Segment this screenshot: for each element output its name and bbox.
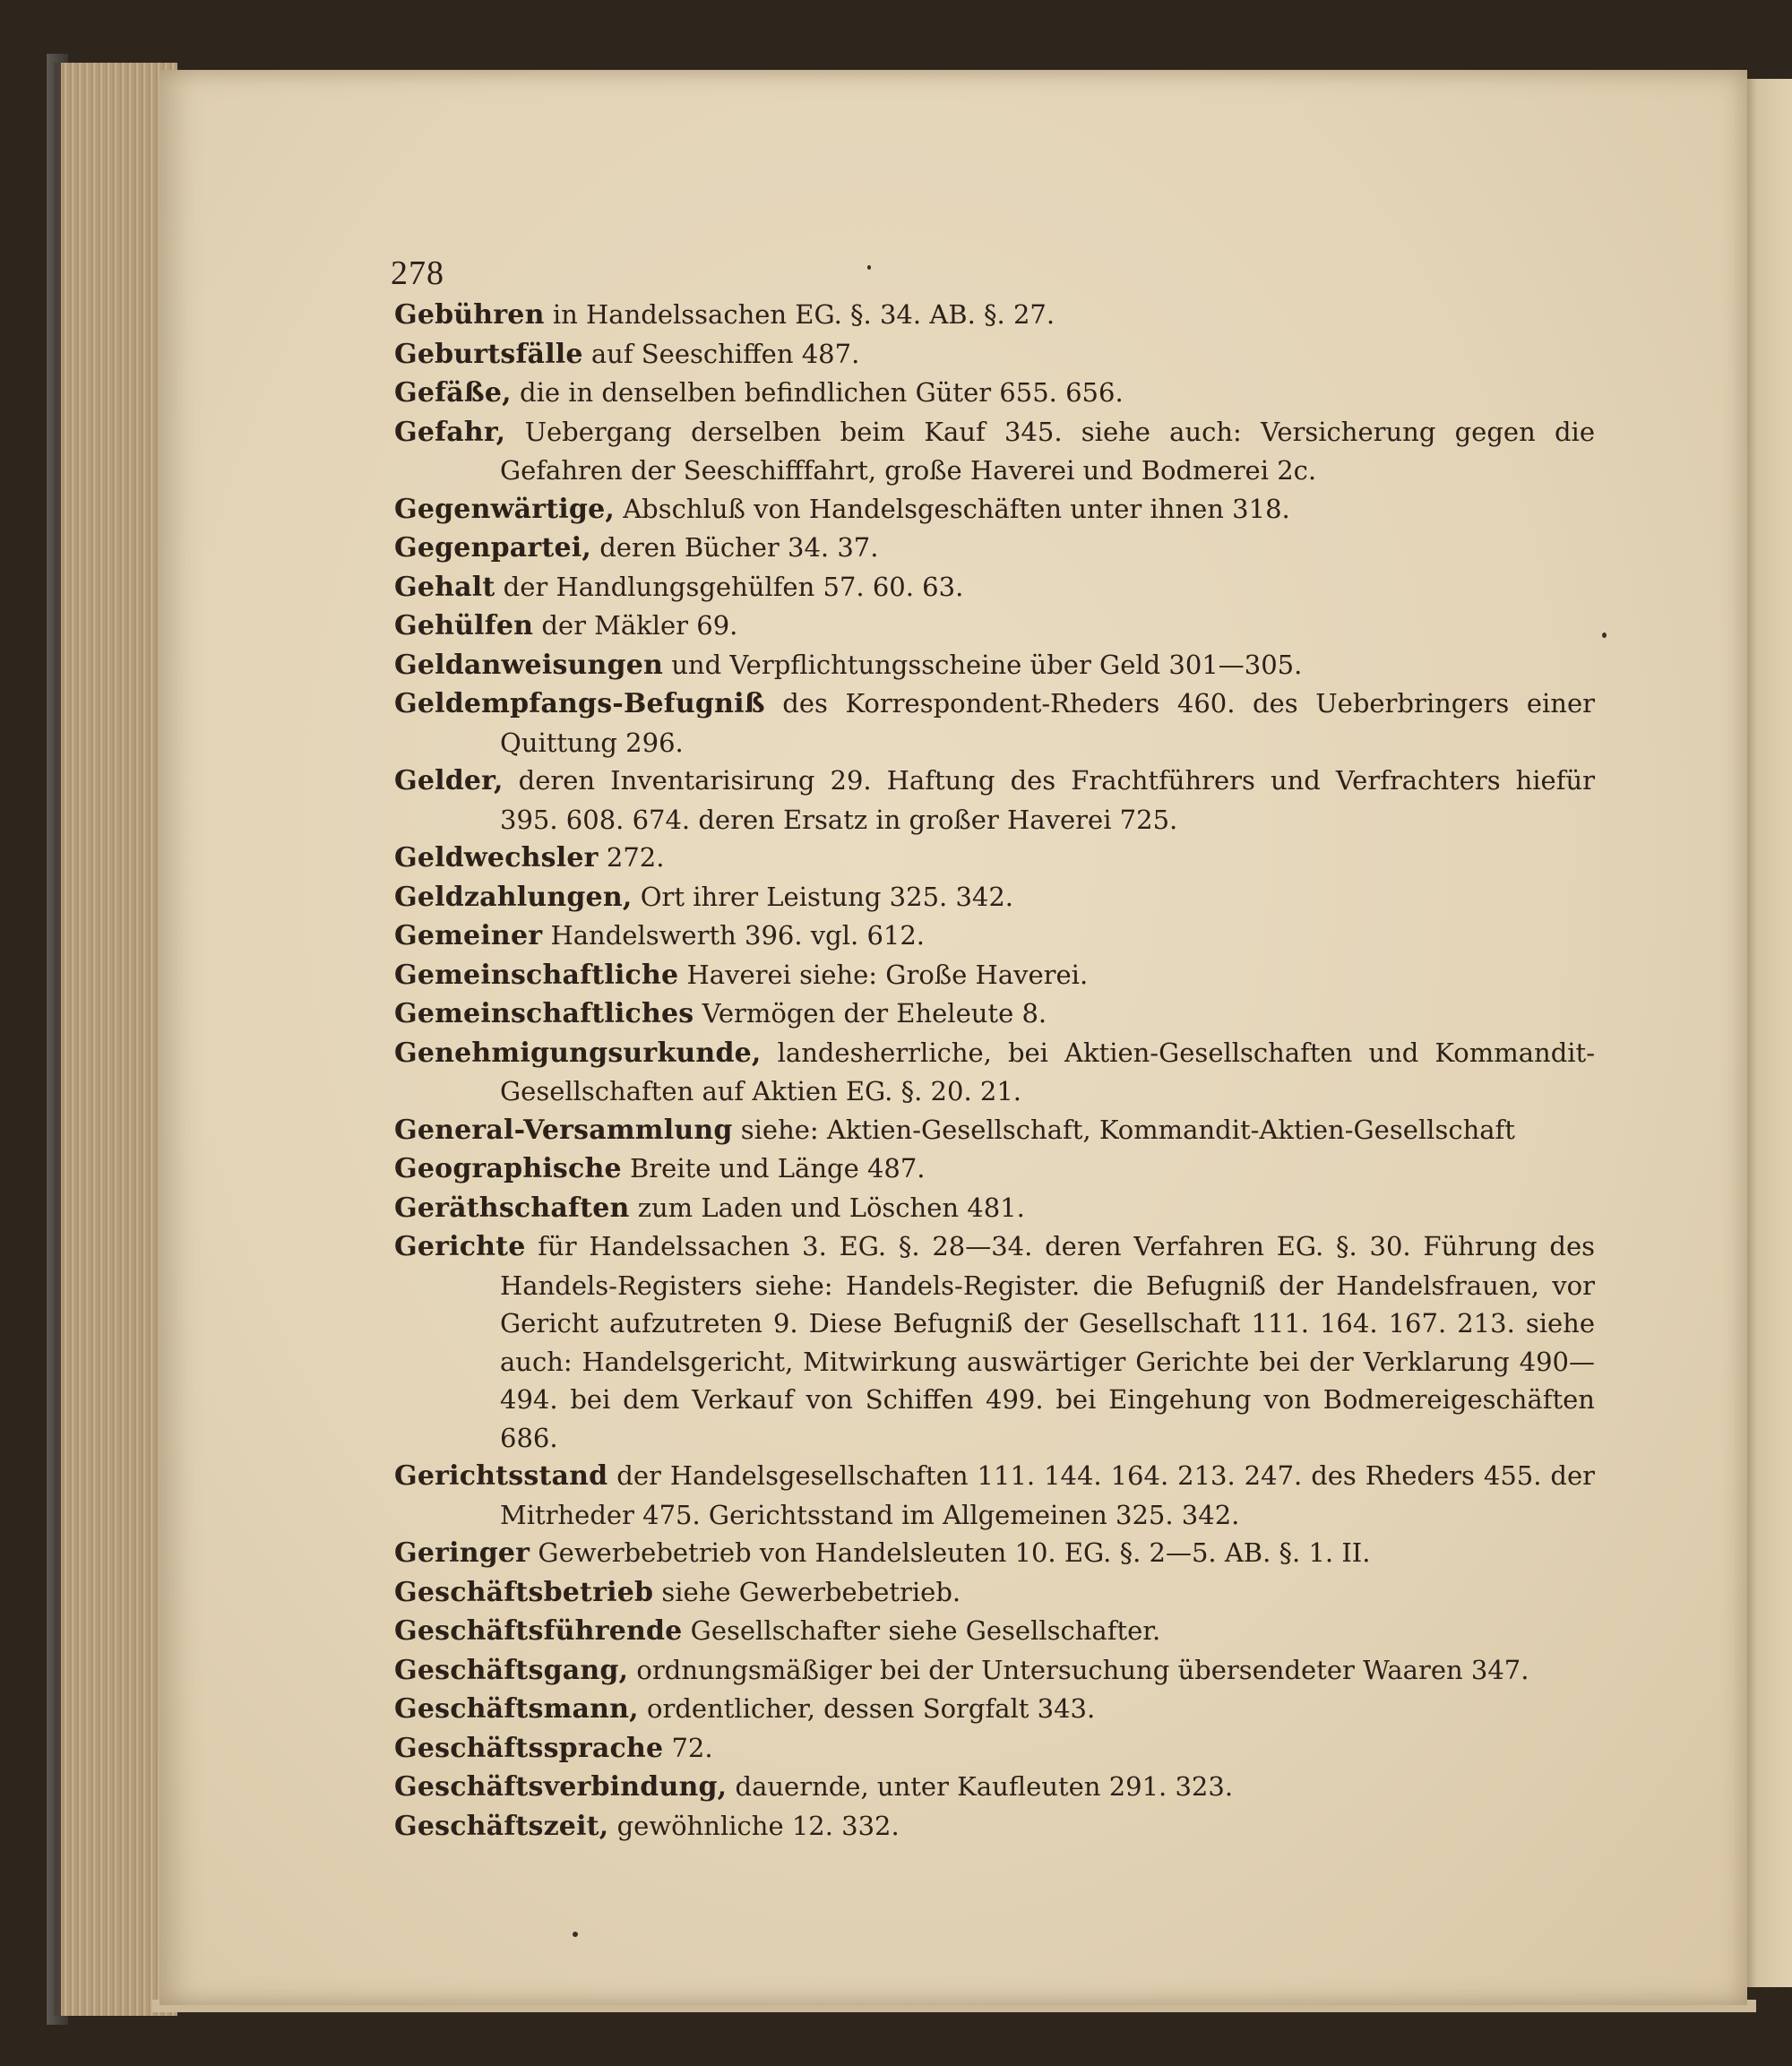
entry-text: Abschluß von Handelsgeschäften unter ihnen 318.	[615, 493, 1290, 524]
entry-headword: Gefahr,	[394, 416, 506, 448]
entry-headword: Geldwechsler	[394, 842, 599, 874]
entry-headword: Geldanweisungen	[394, 649, 664, 681]
entry-headword: Gehülfen	[394, 610, 534, 641]
index-entry	[394, 1034, 1595, 1111]
ink-speck	[1602, 633, 1607, 638]
entry-text: auf Seeschiffen 487.	[582, 338, 860, 369]
entry-text: gewöhnliche 12. 332.	[608, 1810, 900, 1841]
index-content	[391, 253, 1595, 1846]
index-entry	[394, 762, 1595, 839]
entry-text: und Verpflichtungsscheine über Geld 301—305.	[663, 649, 1303, 680]
entry-headword: Gemeiner	[394, 920, 543, 951]
entry-text: in Handelssachen EG. §. 34. AB. §. 27.	[544, 299, 1055, 330]
entry-text: zum Laden und Löschen 481.	[629, 1192, 1025, 1223]
index-entry	[394, 413, 1595, 490]
entry-headword: Geräthschaften	[394, 1192, 630, 1224]
entry-headword: Gerichtsstand	[394, 1460, 608, 1492]
index-entry	[394, 1227, 1595, 1457]
entry-headword: Geldzahlungen,	[394, 881, 633, 913]
entry-text: ordnungsmäßiger bei der Untersuchung übersendeter Waaren 347.	[628, 1654, 1529, 1685]
index-entry	[394, 1612, 1595, 1651]
entry-text: siehe: Aktien-Gesellschaft, Kommandit-Aktien-Gesellschaft	[732, 1114, 1515, 1145]
entry-headword: Geschäftsverbindung,	[394, 1771, 728, 1803]
entry-headword: Geringer	[394, 1537, 530, 1569]
index-entry	[394, 917, 1595, 956]
entry-headword: Geschäftsmann,	[394, 1693, 639, 1725]
index-entry	[394, 1189, 1595, 1228]
entry-headword: Geschäftssprache	[394, 1732, 664, 1764]
index-entry	[394, 956, 1595, 995]
index-entry	[394, 994, 1595, 1034]
entry-text: Breite und Länge 487.	[621, 1153, 926, 1184]
index-entry	[394, 568, 1595, 607]
index-entry	[394, 1729, 1595, 1769]
entry-text: dauernde, unter Kaufleuten 291. 323.	[727, 1771, 1234, 1802]
index-entry	[394, 1690, 1595, 1729]
entry-headword: Gefäße,	[394, 377, 512, 409]
page-number: 278	[391, 254, 444, 292]
entry-headword: Geschäftsgang,	[394, 1654, 629, 1686]
entry-text: deren Inventarisirung 29. Haftung des Frachtführers und Verfrachters hiefür 395. 608. 674. deren Ersatz in großer Haverei 725.	[500, 765, 1595, 835]
entry-headword: Geographische	[394, 1153, 622, 1184]
entry-text: für Handelssachen 3. EG. §. 28—34. deren Verfahren EG. §. 30. Führung des Handels-Registers siehe: Handels-Register. die Befugniß der Handelsfrauen, vor Gericht aufzutreten 9. Diese Befugniß der Gesellschaft 111. 164. 167. 213. siehe auch: Handelsgericht, Mitwirkung auswärtiger Gerichte bei der Verklarung 490—494. bei dem Verkauf von Schiffen 499. bei Eingehung von Bodmereigeschäften 686.	[500, 1231, 1595, 1453]
entry-text: Handelswerth 396. vgl. 612.	[542, 920, 926, 951]
entry-text: Gewerbebetrieb von Handelsleuten 10. EG. §. 2—5. AB. §. 1. II.	[530, 1537, 1371, 1568]
index-entry	[394, 684, 1595, 762]
index-entry	[394, 490, 1595, 529]
entry-headword: Geschäftsführende	[394, 1615, 683, 1647]
entry-headword: Gebühren	[394, 299, 545, 331]
index-entry	[394, 1457, 1595, 1534]
index-entry	[394, 1651, 1595, 1691]
entry-headword: Geschäftsbetrieb	[394, 1576, 654, 1608]
index-entry	[394, 529, 1595, 568]
entry-headword: Gegenpartei,	[394, 532, 591, 564]
index-entry	[394, 1111, 1595, 1150]
entry-headword: Gemeinschaftliche	[394, 959, 679, 991]
entry-headword: Geschäftszeit,	[394, 1810, 609, 1842]
entry-text: Haverei siehe: Große Haverei.	[678, 959, 1089, 990]
ink-speck	[573, 1932, 578, 1937]
entry-text: des Korrespondent-Rheders 460. des Ueberbringers einer Quittung 296.	[500, 688, 1595, 758]
entry-text: Uebergang derselben beim Kauf 345. siehe auch: Versicherung gegen die Gefahren der Seeschifffahrt, große Haverei und Bodmerei 2c.	[500, 416, 1595, 486]
index-entry	[394, 296, 1595, 335]
entry-text: der Handlungsgehülfen 57. 60. 63.	[495, 571, 964, 602]
entry-text: ordentlicher, dessen Sorgfalt 343.	[638, 1693, 1096, 1724]
index-entry	[394, 1807, 1595, 1846]
entry-text: 72.	[663, 1732, 713, 1763]
entry-text: die in denselben befindlichen Güter 655. 656.	[511, 377, 1124, 408]
index-entry	[394, 374, 1595, 413]
index-entry	[394, 1768, 1595, 1807]
index-entry	[394, 878, 1595, 917]
index-entry	[394, 1534, 1595, 1573]
entry-headword: Genehmigungsurkunde,	[394, 1037, 762, 1069]
entry-headword: Gehalt	[394, 571, 495, 603]
index-entry	[394, 646, 1595, 685]
entry-headword: Gelder,	[394, 765, 504, 796]
entry-headword: Gemeinschaftliches	[394, 998, 694, 1029]
entry-text: der Handelsgesellschaften 111. 144. 164. 213. 247. des Rheders 455. der Mitrheder 475. Gerichtsstand im Allgemeinen 325. 342.	[500, 1460, 1595, 1530]
index-entry	[394, 1573, 1595, 1613]
entry-text: der Mäkler 69.	[533, 610, 738, 641]
entry-text: Ort ihrer Leistung 325. 342.	[632, 881, 1014, 912]
index-entry	[394, 335, 1595, 374]
entry-headword: General-Versammlung	[394, 1114, 733, 1146]
entry-text: 272.	[598, 842, 665, 873]
index-entry	[394, 1149, 1595, 1189]
entry-text: landesherrliche, bei Aktien-Gesellschaften und Kommandit-Gesellschaften auf Aktien EG. §. 20. 21.	[500, 1037, 1595, 1106]
entry-text: siehe Gewerbebetrieb.	[653, 1576, 961, 1607]
index-entry	[394, 607, 1595, 646]
entry-headword: Gerichte	[394, 1231, 526, 1262]
index-entry	[394, 839, 1595, 878]
entry-headword: Geldempfangs-Befugniß	[394, 688, 765, 719]
entry-text: Vermögen der Eheleute 8.	[694, 998, 1047, 1029]
entry-text: Gesellschafter siehe Gesellschafter.	[682, 1615, 1161, 1646]
entry-headword: Gegenwärtige,	[394, 493, 616, 525]
entry-headword: Geburtsfälle	[394, 338, 583, 370]
entry-text: deren Bücher 34. 37.	[591, 532, 879, 563]
